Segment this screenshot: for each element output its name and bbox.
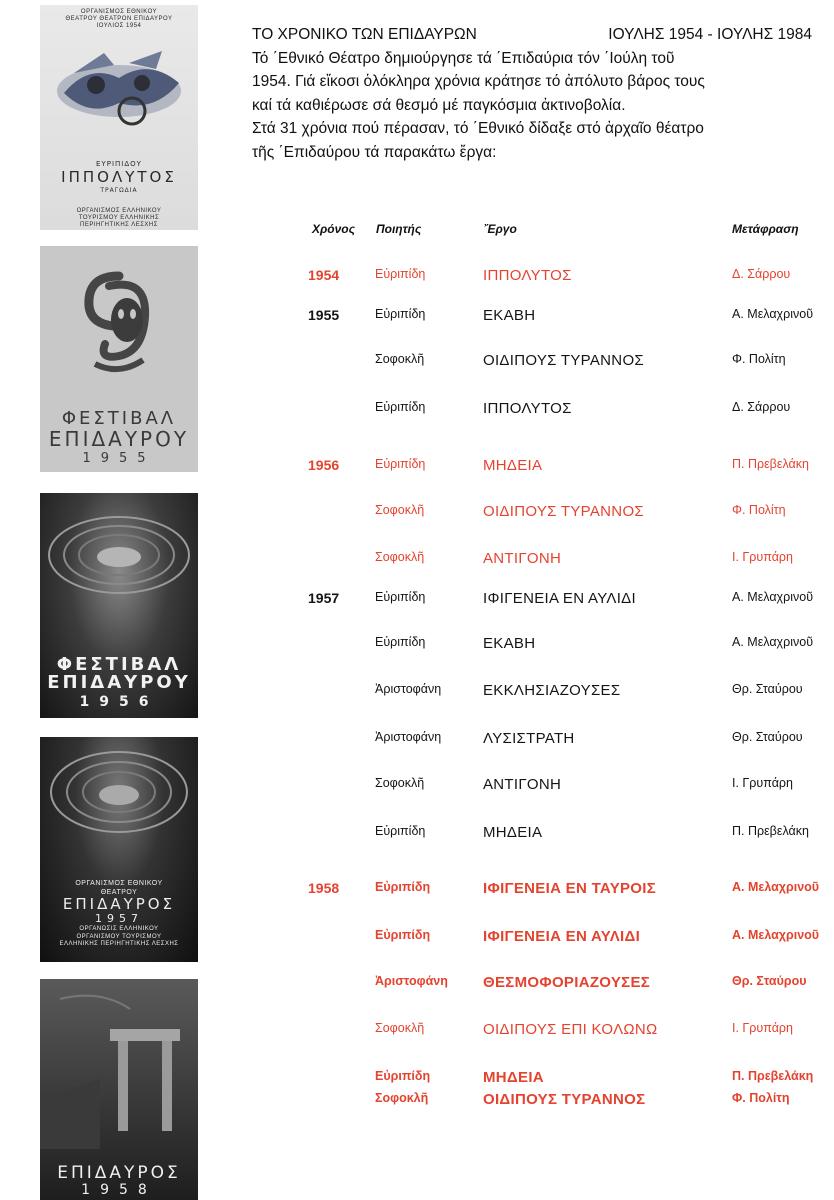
temple-ruins-illustration — [40, 979, 198, 1149]
table-row — [0, 1069, 834, 1091]
row-poet: Εὐριπίδη — [375, 928, 431, 942]
table-row — [0, 352, 834, 374]
table-row — [0, 776, 834, 798]
column-header-poet: Ποιητής — [376, 222, 422, 236]
table-row — [0, 635, 834, 657]
row-work: ΑΝΤΙΓΟΝΗ — [483, 776, 562, 793]
table-row — [0, 550, 834, 572]
row-work: ΕΚΚΛΗΣΙΑΖΟΥΣΕΣ — [483, 682, 621, 699]
poster-title-line-2: ΕΠΙΔΑΥΡΟΥ — [47, 672, 191, 694]
row-work: ΜΗΔΕΙΑ — [483, 824, 543, 841]
row-translation: Ι. Γρυπάρη — [732, 550, 793, 564]
row-work: ΟΙΔΙΠΟΥΣ ΤΥΡΑΝΝΟΣ — [483, 503, 644, 520]
intro-line-4: Στά 31 χρόνια πού πέρασαν, τό ΄Εθνικό δίδαξε στό ἀρχαῖο θέατρο — [252, 120, 704, 137]
poster-header-text: ΟΡΓΑΝΙΣΜΟΣ ΕΘΝΙΚΟΥ ΘΕΑΤΡΟΥ — [75, 880, 163, 896]
table-row — [0, 590, 834, 612]
row-poet: Εὐριπίδη — [375, 457, 426, 471]
row-translation: Α. Μελαχρινοῦ — [732, 928, 820, 942]
row-translation: Α. Μελαχρινοῦ — [732, 880, 820, 894]
row-poet: Εὐριπίδη — [375, 590, 426, 604]
row-poet: Ἀριστοφάνη — [375, 682, 442, 696]
row-translation: Ι. Γρυπάρη — [732, 776, 793, 790]
row-work: ΙΦΙΓΕΝΕΙΑ ΕΝ ΤΑΥΡΟΙΣ — [483, 880, 657, 897]
table-row — [0, 457, 834, 479]
row-poet: Σοφοκλῆ — [375, 1091, 429, 1105]
row-year: 1956 — [308, 457, 340, 473]
intro-line-3: καί τά καθιέρωσε σά θεσμό μέ παγκόσμια ἀκτινοβολία. — [252, 96, 626, 114]
row-work: ΑΝΤΙΓΟΝΗ — [483, 550, 562, 567]
poster-header-text: ΟΡΓΑΝΙΣΜΟΣ ΕΘΝΙΚΟΥ ΘΕΑΤΡΟΥ ΘΕΑΤΡΟΝ ΕΠΙΔΑΥΡΟΥ ΙΟΥΛΙΟΣ 1954 — [65, 9, 173, 30]
poster-author: ΕΥΡΙΠΙΔΟΥ — [96, 159, 142, 168]
row-translation: Α. Μελαχρινοῦ — [732, 635, 814, 649]
poster-year: 1955 — [82, 451, 156, 467]
row-poet: Σοφοκλῆ — [375, 776, 425, 790]
row-translation: Θρ. Σταύρου — [732, 730, 803, 744]
page-header — [252, 23, 812, 164]
poster-title: ΕΠΙΔΑΥΡΟΣ — [57, 1163, 181, 1184]
intro-line-5: τῆς ΄Επιδαύρου τά παρακάτω ἔργα: — [252, 143, 497, 161]
row-poet: Σοφοκλῆ — [375, 1021, 425, 1035]
row-translation: Π. Πρεβελάκη — [732, 1069, 814, 1083]
table-row — [0, 1091, 834, 1113]
table-row — [0, 1021, 834, 1043]
poster-title-line-1: ΦΕΣΤΙΒΑΛ — [56, 653, 182, 675]
poster-title-line-2: ΕΠΙΔΑΥΡΟΥ — [48, 427, 190, 452]
row-poet: Εὐριπίδη — [375, 1069, 431, 1083]
row-year: 1957 — [308, 590, 340, 606]
row-translation: Π. Πρεβελάκη — [732, 457, 809, 471]
row-translation: Δ. Σάρρου — [732, 400, 791, 414]
poster-genre: ΤΡΑΓΩΔΙΑ — [100, 186, 138, 194]
poster-year: 1957 — [95, 911, 143, 925]
row-translation: Φ. Πολίτη — [732, 1091, 790, 1105]
table-row — [0, 307, 834, 329]
poster-year: 1958 — [81, 1182, 157, 1199]
row-work: ΘΕΣΜΟΦΟΡΙΑΖΟΥΣΕΣ — [483, 974, 651, 991]
row-translation: Φ. Πολίτη — [732, 352, 786, 366]
row-poet: Σοφοκλῆ — [375, 550, 425, 564]
row-work: ΟΙΔΙΠΟΥΣ ΤΥΡΑΝΝΟΣ — [483, 352, 644, 369]
chariot-figures-illustration — [44, 33, 194, 143]
row-poet: Εὐριπίδη — [375, 267, 426, 281]
row-translation: Θρ. Σταύρου — [732, 974, 807, 988]
row-work: ΙΦΙΓΕΝΕΙΑ ΕΝ ΑΥΛΙΔΙ — [483, 590, 636, 607]
table-row — [0, 974, 834, 996]
row-poet: Εὐριπίδη — [375, 400, 426, 414]
row-poet: Ἀριστοφάνη — [375, 730, 442, 744]
row-year: 1958 — [308, 880, 340, 896]
table-row — [0, 880, 834, 902]
row-poet: Σοφοκλῆ — [375, 503, 425, 517]
row-translation: Π. Πρεβελάκη — [732, 824, 809, 838]
poster-title-line-1: ΦΕΣΤΙΒΑΛ — [61, 408, 177, 430]
poster-title: ΙΠΠΟΛΥΤΟΣ — [61, 167, 177, 186]
row-work: ΕΚΑΒΗ — [483, 635, 536, 652]
table-row — [0, 267, 834, 289]
table-row — [0, 682, 834, 704]
column-header-year: Χρόνος — [312, 222, 355, 236]
row-work: ΟΙΔΙΠΟΥΣ ΤΥΡΑΝΝΟΣ — [483, 1091, 646, 1108]
table-row — [0, 824, 834, 846]
row-work: ΙΠΠΟΛΥΤΟΣ — [483, 267, 572, 284]
intro-line-1: Τό ΄Εθνικό Θέατρο δημιούργησε τά ΄Επιδαύρια τόν ΄Ιούλη τοῦ — [252, 49, 675, 67]
row-poet: Εὐριπίδη — [375, 635, 426, 649]
row-poet: Ἀριστοφάνη — [375, 974, 448, 988]
poster-footer-text: ΟΡΓΑΝΙΣΜΟΣ ΕΛΛΗΝΙΚΟΥ ΤΟΥΡΙΣΜΟΥ ΕΛΛΗΝΙΚΗΣ ΠΕΡΙΗΓΗΤΙΚΗΣ ΛΕΣΧΗΣ — [76, 207, 162, 229]
page-title: ΤΟ ΧΡΟΝΙΚΟ ΤΩΝ ΕΠΙΔΑΥΡΩΝ — [252, 26, 477, 43]
poster-year: 1956 — [79, 694, 159, 711]
row-poet: Εὐριπίδη — [375, 824, 426, 838]
row-poet: Εὐριπίδη — [375, 307, 426, 321]
table-row — [0, 928, 834, 950]
poster-1954-hippolytos — [40, 5, 198, 230]
table-row — [0, 400, 834, 422]
row-year: 1954 — [308, 267, 340, 283]
row-poet: Εὐριπίδη — [375, 880, 431, 894]
poster-title: ΕΠΙΔΑΥΡΟΣ — [62, 895, 176, 914]
column-header-translation: Μετάφραση — [732, 222, 799, 236]
row-translation: Ι. Γρυπάρη — [732, 1021, 793, 1035]
column-header-work: Ἔργο — [484, 222, 517, 236]
row-translation: Δ. Σάρρου — [732, 267, 791, 281]
row-translation: Θρ. Σταύρου — [732, 682, 803, 696]
row-year: 1955 — [308, 307, 340, 323]
row-translation: Α. Μελαχρινοῦ — [732, 307, 814, 321]
row-work: ΜΗΔΕΙΑ — [483, 1069, 544, 1086]
intro-line-2: 1954. Γιά εἴκοσι ὁλόκληρα χρόνια κράτησε τό ἀπόλυτο βάρος τους — [252, 73, 705, 90]
row-poet: Σοφοκλῆ — [375, 352, 425, 366]
poster-footer-text: ΟΡΓΑΝΩΣΙΣ ΕΛΛΗΝΙΚΟΥ ΟΡΓΑΝΙΣΜΟΥ ΤΟΥΡΙΣΜΟΥ ΕΛΛΗΝΙΚΗΣ ΠΕΡΙΗΓΗΤΙΚΗΣ ΛΕΣΧΗΣ — [59, 926, 179, 947]
row-work: ΙΠΠΟΛΥΤΟΣ — [483, 400, 572, 417]
title-line — [252, 23, 812, 47]
row-work: ΟΙΔΙΠΟΥΣ ΕΠΙ ΚΟΛΩΝΩ — [483, 1021, 658, 1038]
table-row — [0, 730, 834, 752]
row-work: ΛΥΣΙΣΤΡΑΤΗ — [483, 730, 575, 747]
row-translation: Α. Μελαχρινοῦ — [732, 590, 814, 604]
row-work: ΙΦΙΓΕΝΕΙΑ ΕΝ ΑΥΛΙΔΙ — [483, 928, 641, 945]
row-work: ΜΗΔΕΙΑ — [483, 457, 543, 474]
row-work: ΕΚΑΒΗ — [483, 307, 536, 324]
date-range: ΙΟΥΛΗΣ 1954 - ΙΟΥΛΗΣ 1984 — [608, 26, 812, 43]
row-translation: Φ. Πολίτη — [732, 503, 786, 517]
table-row — [0, 503, 834, 525]
